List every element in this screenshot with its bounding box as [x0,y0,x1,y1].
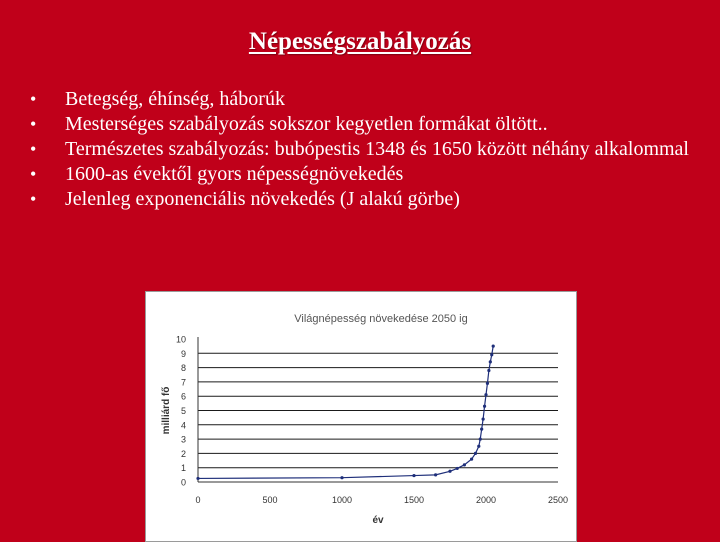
chart-svg [146,292,576,541]
bullet-list [30,88,700,213]
y-tick-label: 4 [180,420,186,431]
y-tick-label: 3 [180,434,186,445]
y-tick-label: 8 [180,363,186,374]
bullet-item [30,188,700,211]
x-tick-label: 1000 [331,495,353,505]
data-point [483,405,486,408]
data-point [412,474,415,477]
bullet-icon: • [30,139,37,159]
y-tick-label: 9 [180,348,186,359]
y-tick-label: 1 [180,463,186,474]
data-point [490,353,493,356]
bullet-item [30,163,700,186]
y-tick-label: 6 [180,391,186,402]
population-chart [145,291,577,542]
bullet-icon: • [30,89,37,109]
data-point [456,467,459,470]
data-point [196,477,199,480]
y-tick-label: 0 [180,477,186,488]
y-tick-label: 2 [180,448,186,459]
x-axis-label: év [372,515,384,526]
bullet-text: Természetes szabályozás: bubópestis 1348 és 1650 között néhány alkalommal [65,138,689,160]
bullet-text: Jelenleg exponenciális növekedés (J alakú görbe) [65,188,460,210]
x-tick-label: 2500 [547,495,569,505]
data-point [479,438,482,441]
bullet-text: 1600-as évektől gyors népességnövekedés [65,163,404,185]
bullet-icon: • [30,189,37,209]
data-point [470,458,473,461]
bullet-item [30,88,700,111]
data-point [492,345,495,348]
bullet-icon: • [30,164,37,184]
slide-title: Népességszabályozás [248,28,472,55]
x-tick-label: 0 [195,495,201,505]
data-point [474,452,477,455]
series-line [198,346,493,478]
data-point [482,417,485,420]
data-point [486,382,489,385]
y-axis-label: milliárd fő [161,386,172,435]
data-point [487,369,490,372]
bullet-text: Mesterséges szabályozás sokszor kegyetlen formákat öltött.. [65,113,548,135]
data-point [340,476,343,479]
data-point [484,393,487,396]
data-point [489,360,492,363]
data-point [463,463,466,466]
x-tick-label: 2000 [475,495,497,505]
bullet-text: Betegség, éhínség, háborúk [65,88,285,110]
data-point [448,470,451,473]
y-tick-label: 5 [180,406,186,416]
data-point [434,473,437,476]
data-point [480,427,483,430]
x-tick-label: 500 [262,495,278,505]
x-tick-label: 1500 [403,495,425,505]
y-tick-label: 7 [180,377,186,388]
data-point [477,445,480,448]
chart-title: Világnépesség növekedése 2050 ig [294,313,468,325]
bullet-item [30,138,700,161]
bullet-icon: • [30,114,37,134]
y-tick-label: 10 [175,334,186,345]
bullet-item [30,113,700,136]
